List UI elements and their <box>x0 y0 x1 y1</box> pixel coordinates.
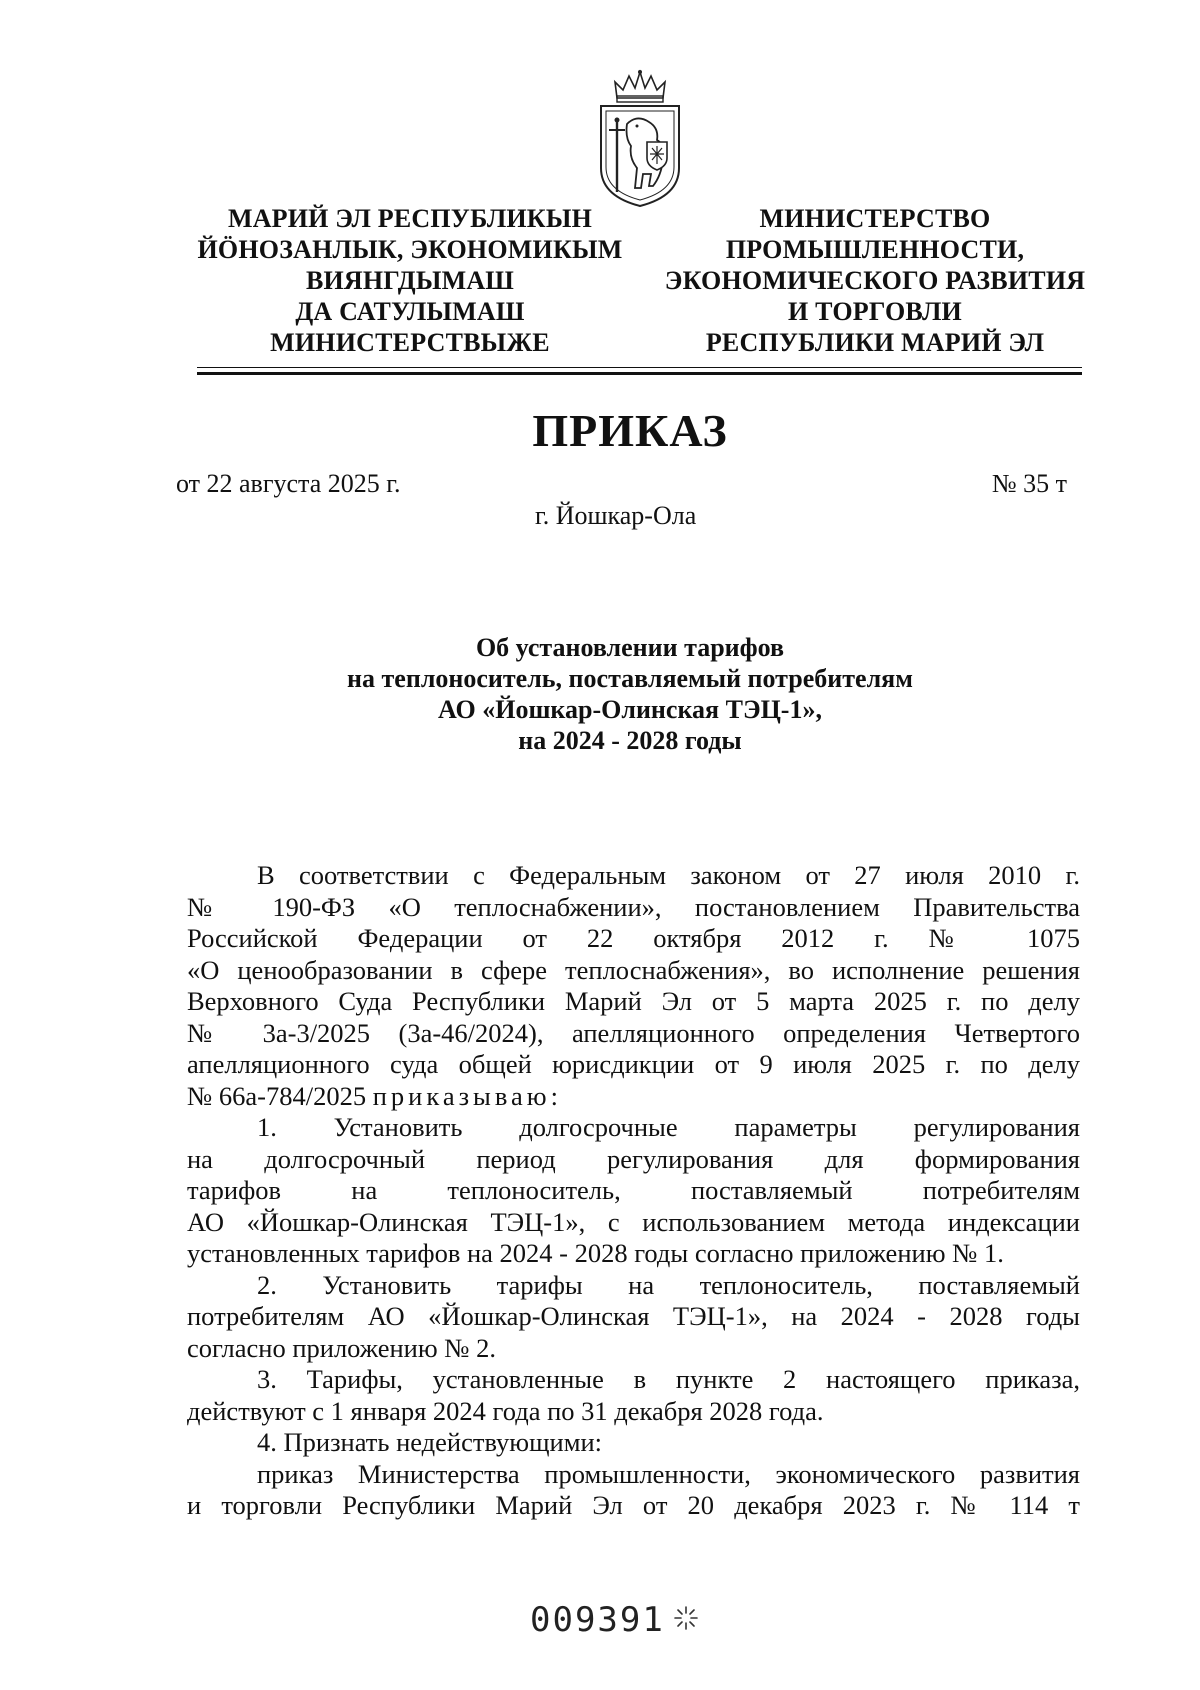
item-1-line: на долгосрочный период регулирования для формирования <box>187 1143 1080 1174</box>
body-line: Верховного Суда Республики Марий Эл от 5 марта 2025 г. по делу <box>187 986 1080 1016</box>
document-subject <box>200 632 1060 756</box>
header-left-line: МИНИСТЕРСТВЫЖЕ <box>270 328 550 357</box>
subject-line: АО «Йошкар-Олинская ТЭЦ-1», <box>438 695 822 724</box>
subject-line: на теплоноситель, поставляемый потребителям <box>347 664 913 693</box>
item-4-sub-line: приказ Министерства промышленности, экономического развития <box>257 1458 1080 1489</box>
body-line: № 190-ФЗ «О теплоснабжении», постановлением Правительства <box>187 891 1080 922</box>
sparkle-mark-icon <box>673 1605 699 1631</box>
document-body <box>187 860 1080 1522</box>
ministry-name-russian <box>655 203 1095 358</box>
document-city: г. Йошкар-Ола <box>535 501 697 530</box>
body-line: «О ценообразовании в сфере теплоснабжения», во исполнение решения <box>187 954 1080 985</box>
header-left-line: МАРИЙ ЭЛ РЕСПУБЛИКЫН <box>227 204 593 233</box>
body-line: Российской Федерации от 22 октября 2012 г. № 1075 <box>187 923 1080 953</box>
item-4-sub-line: и торговли Республики Марий Эл от 20 декабря 2023 г. № 114 т <box>187 1490 1080 1520</box>
body-line: апелляционного суда общей юрисдикции от 9 июля 2025 г. по делу <box>187 1049 1080 1079</box>
header-right-line: МИНИСТЕРСТВО <box>759 204 991 233</box>
header-divider-thin <box>197 367 1082 368</box>
body-line: В соответствии с Федеральным законом от 27 июля 2010 г. <box>257 860 1080 890</box>
header-right-line: РЕСПУБЛИКИ МАРИЙ ЭЛ <box>705 328 1045 357</box>
header-left-line: ДА САТУЛЫМАШ <box>295 297 525 326</box>
header-right-line: ПРОМЫШЛЕННОСТИ, <box>725 235 1025 264</box>
header-divider-thick <box>197 372 1082 375</box>
subject-line: на 2024 - 2028 годы <box>518 726 742 755</box>
body-line-text: № 66а-784/2025 <box>187 1080 367 1111</box>
header-right-line: ЭКОНОМИЧЕСКОГО РАЗВИТИЯ <box>664 266 1086 295</box>
command-word: приказываю: <box>372 1080 562 1111</box>
document-number: № 35 т <box>991 469 1067 498</box>
header-left-line: ВИЯНГДЫМАШ <box>305 266 515 295</box>
ministry-name-mari <box>190 203 630 358</box>
document-title: ПРИКАЗ <box>532 405 728 456</box>
body-line <box>187 1081 1080 1113</box>
header-right-line: И ТОРГОВЛИ <box>788 297 962 326</box>
item-1-line: 1. Установить долгосрочные параметры регулирования <box>257 1112 1080 1142</box>
item-4-line: 4. Признать недействующими: <box>257 1427 603 1457</box>
header-left-line: ЙÖНОЗАНЛЫК, ЭКОНОМИКЫМ <box>197 235 623 264</box>
subject-line: Об установлении тарифов <box>475 633 785 662</box>
form-serial-number: 009391 <box>530 1600 665 1640</box>
item-3-line: действуют с 1 января 2024 года по 31 декабря 2028 года. <box>187 1395 824 1426</box>
document-date: от 22 августа 2025 г. <box>176 469 401 498</box>
item-2-line: согласно приложению № 2. <box>187 1332 497 1363</box>
coat-of-arms-icon <box>593 68 687 208</box>
body-line: № 3а-3/2025 (3а-46/2024), апелляционного определения Четвертого <box>187 1017 1080 1048</box>
item-3-line: 3. Тарифы, установленные в пункте 2 настоящего приказа, <box>257 1364 1080 1394</box>
item-1-line: АО «Йошкар-Олинская ТЭЦ-1», с использованием метода индексации <box>187 1206 1080 1237</box>
item-1-line: тарифов на теплоноситель, поставляемый потребителям <box>187 1175 1080 1205</box>
item-2-line: 2. Установить тарифы на теплоноситель, поставляемый <box>257 1269 1080 1300</box>
item-1-line: установленных тарифов на 2024 - 2028 годы согласно приложению № 1. <box>187 1238 1004 1268</box>
item-2-line: потребителям АО «Йошкар-Олинская ТЭЦ-1», на 2024 - 2028 годы <box>187 1301 1080 1331</box>
